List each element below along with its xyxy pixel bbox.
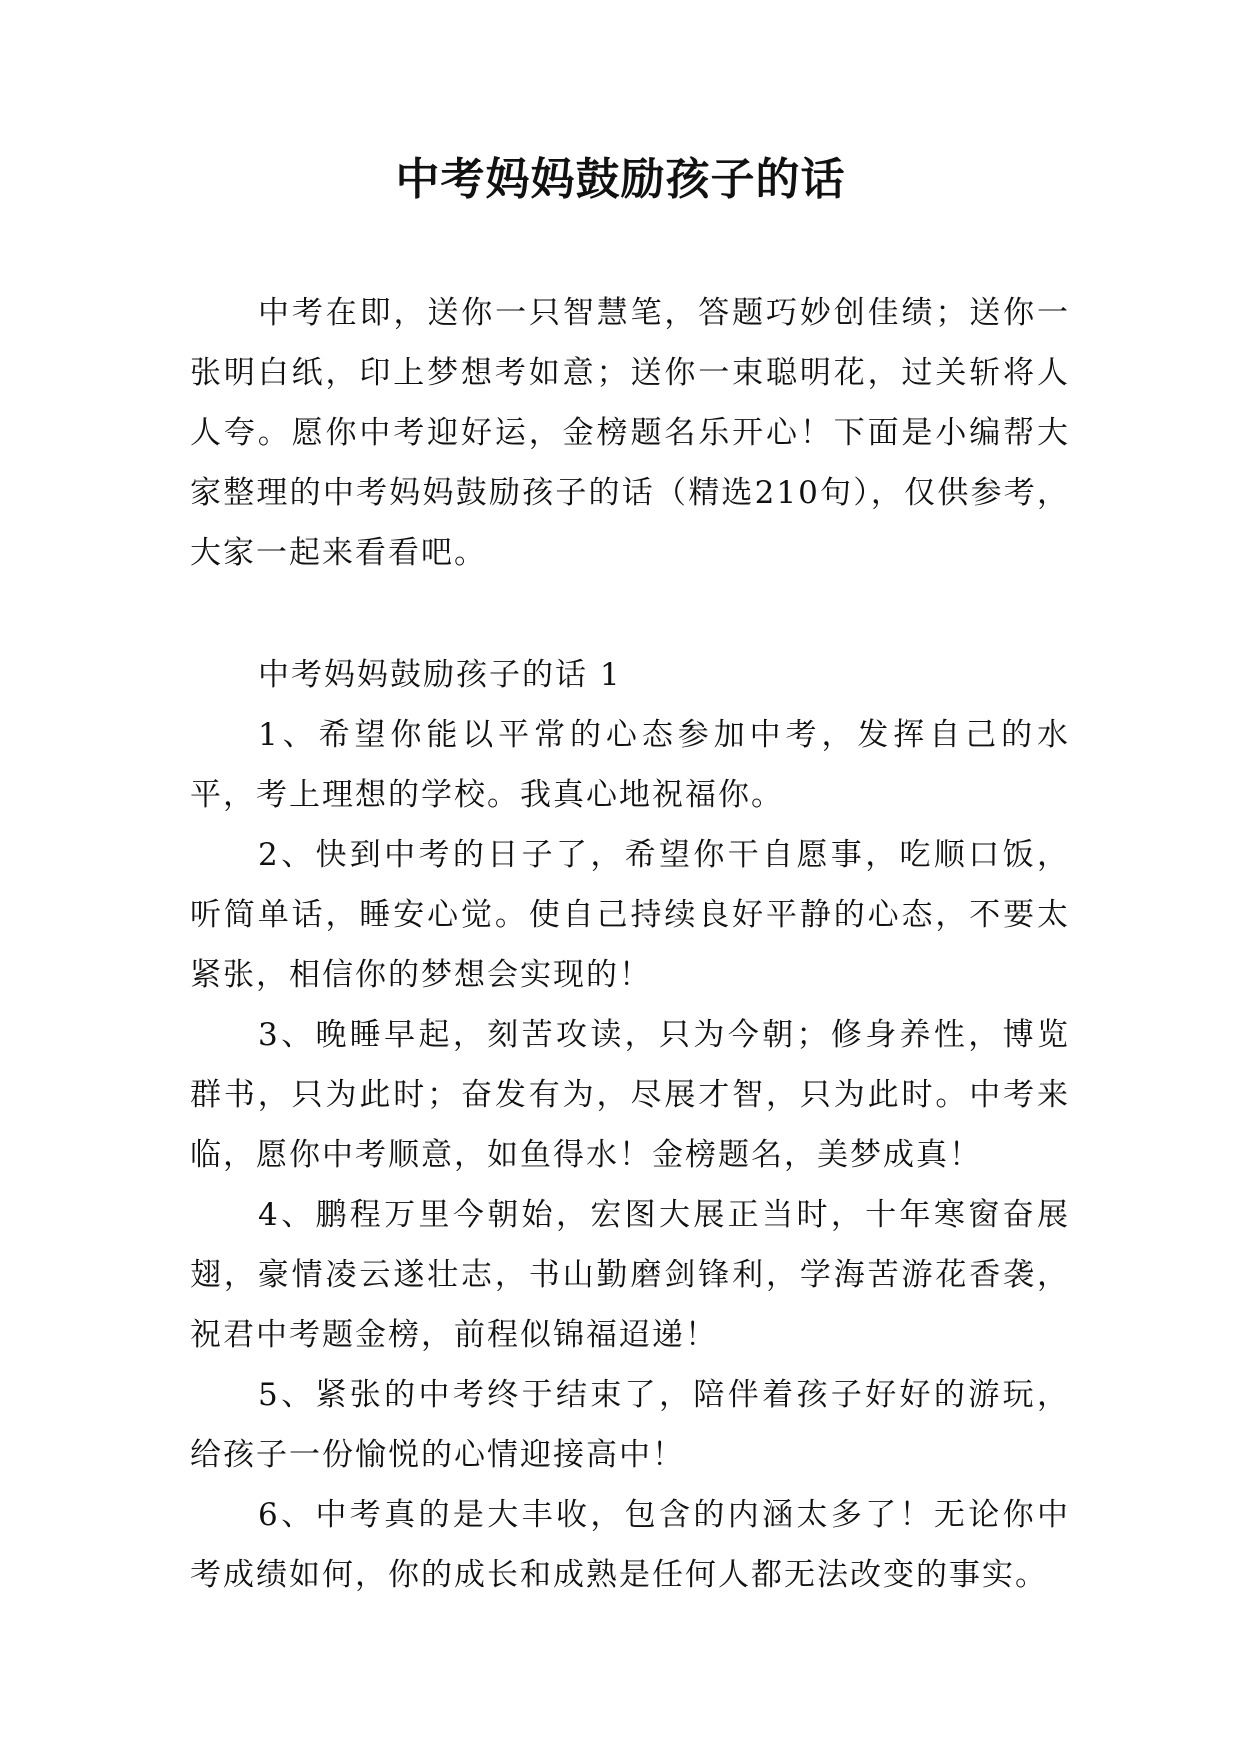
document-title: 中考妈妈鼓励孩子的话 <box>395 154 846 205</box>
list-item: 6、中考真的是大丰收，包含的内涵太多了！无论你中考成绩如何，你的成长和成熟是任何人都无法改变的事实。 <box>190 1497 1070 1593</box>
document-body <box>190 283 1070 1605</box>
intro-paragraph: 中考在即，送你一只智慧笔，答题巧妙创佳绩；送你一张明白纸，印上梦想考如意；送你一束聪明花，过关斩将人人夸。愿你中考迎好运，金榜题名乐开心！下面是小编帮大家整理的中考妈妈鼓励孩子的话（精选210句），仅供参考，大家一起来看看吧。 <box>190 295 1070 571</box>
list-item: 3、晚睡早起，刻苦攻读，只为今朝；修身养性，博览群书，只为此时；奋发有为，尽展才智，只为此时。中考来临，愿你中考顺意，如鱼得水！金榜题名，美梦成真！ <box>190 1017 1070 1173</box>
list-item: 1、希望你能以平常的心态参加中考，发挥自己的水平，考上理想的学校。我真心地祝福你。 <box>190 717 1070 813</box>
list-item: 4、鹏程万里今朝始，宏图大展正当时，十年寒窗奋展翅，豪情凌云遂壮志，书山勤磨剑锋利，学海苦游花香袭，祝君中考题金榜，前程似锦福迢递！ <box>190 1197 1070 1353</box>
section-heading: 中考妈妈鼓励孩子的话 1 <box>258 657 622 693</box>
list-item: 2、快到中考的日子了，希望你干自愿事，吃顺口饭，听简单话，睡安心觉。使自己持续良好平静的心态，不要太紧张，相信你的梦想会实现的！ <box>190 837 1070 993</box>
list-item: 5、紧张的中考终于结束了，陪伴着孩子好好的游玩，给孩子一份愉悦的心情迎接高中！ <box>190 1377 1070 1473</box>
paragraph-gap <box>190 583 1070 645</box>
